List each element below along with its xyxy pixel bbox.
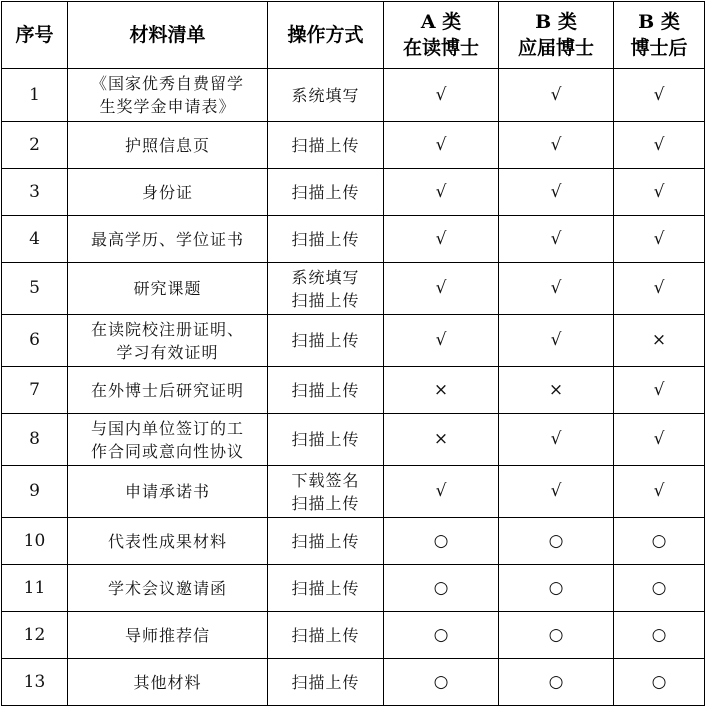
- table-row: [2, 565, 705, 612]
- table-row: [2, 216, 705, 263]
- mark-category-a: √: [384, 315, 499, 367]
- mark-category-b-graduate: ○: [499, 565, 614, 612]
- table-row: [2, 169, 705, 216]
- mark-category-b-graduate: √: [499, 263, 614, 315]
- mark-category-b-graduate: ○: [499, 612, 614, 659]
- mark-category-a: √: [384, 69, 499, 122]
- operation-method-line: 下载签名: [291, 470, 360, 490]
- material-name-line: 申请承诺书: [124, 482, 210, 501]
- material-name-line: 护照信息页: [124, 135, 210, 155]
- operation-method: [268, 367, 384, 414]
- table-row: [2, 466, 705, 518]
- operation-method: [268, 659, 384, 706]
- material-name-line: 身份证: [141, 182, 193, 202]
- row-number: 7: [2, 367, 68, 414]
- mark-category-b-graduate: √: [499, 169, 614, 216]
- operation-method: [268, 216, 384, 263]
- material-name: [68, 518, 268, 565]
- material-name-line: 学术会议邀请函: [107, 578, 227, 598]
- operation-method-line: 系统填写: [291, 85, 360, 105]
- row-number: 12: [2, 612, 68, 659]
- operation-method-line: 扫描上传: [291, 672, 360, 692]
- operation-method-line: 系统填写: [291, 267, 360, 287]
- mark-category-a: ×: [384, 414, 499, 466]
- operation-method: [268, 466, 384, 518]
- table-row: [2, 69, 705, 122]
- row-number: 1: [2, 69, 68, 122]
- operation-method: [268, 122, 384, 169]
- table-row: [2, 367, 705, 414]
- row-number: 10: [2, 518, 68, 565]
- mark-category-b-postdoc: √: [614, 169, 705, 216]
- operation-method: [268, 612, 384, 659]
- mark-category-b-postdoc: √: [614, 466, 705, 518]
- table-body: [2, 69, 705, 706]
- mark-category-b-graduate: ○: [499, 518, 614, 565]
- operation-method: [268, 263, 384, 315]
- mark-category-a: √: [384, 263, 499, 315]
- material-name-line: 代表性成果材料: [107, 531, 227, 551]
- table-row: [2, 414, 705, 466]
- row-number: 4: [2, 216, 68, 263]
- mark-category-b-graduate: √: [499, 216, 614, 263]
- row-number: 6: [2, 315, 68, 367]
- mark-category-b-graduate: ○: [499, 659, 614, 706]
- material-name: [68, 169, 268, 216]
- mark-category-b-postdoc: √: [614, 69, 705, 122]
- mark-category-a: √: [384, 122, 499, 169]
- materials-table: [1, 1, 705, 706]
- operation-method-line: 扫描上传: [291, 182, 360, 202]
- header-seq: 序号: [2, 2, 68, 69]
- table-row: [2, 263, 705, 315]
- mark-category-b-postdoc: √: [614, 122, 705, 169]
- header-row: [2, 2, 705, 69]
- operation-method-line: 扫描上传: [291, 229, 360, 249]
- table-row: [2, 612, 705, 659]
- operation-method: [268, 414, 384, 466]
- material-name-line: 研究课题: [133, 279, 202, 298]
- mark-category-b-postdoc: √: [614, 367, 705, 414]
- table-row: [2, 659, 705, 706]
- mark-category-b-graduate: √: [499, 315, 614, 367]
- mark-category-b-postdoc: ○: [614, 518, 705, 565]
- table-row: [2, 518, 705, 565]
- material-name: [68, 466, 268, 518]
- row-number: 13: [2, 659, 68, 706]
- material-name-line: 生奖学金申请表》: [99, 97, 236, 116]
- row-number: 5: [2, 263, 68, 315]
- operation-method: [268, 315, 384, 367]
- material-name: [68, 315, 268, 367]
- operation-method-line: 扫描上传: [291, 625, 360, 645]
- mark-category-a: ○: [384, 612, 499, 659]
- row-number: 2: [2, 122, 68, 169]
- operation-method: [268, 69, 384, 122]
- header-category-a: A 类 在读博士: [384, 2, 499, 69]
- material-name-line: 学习有效证明: [116, 342, 219, 362]
- operation-method: [268, 518, 384, 565]
- material-name: [68, 122, 268, 169]
- material-name-line: 在读院校注册证明、: [90, 319, 244, 339]
- material-name: [68, 263, 268, 315]
- material-name: [68, 612, 268, 659]
- mark-category-a: √: [384, 216, 499, 263]
- material-name: [68, 69, 268, 122]
- operation-method-line: 扫描上传: [291, 430, 360, 449]
- mark-category-b-graduate: √: [499, 414, 614, 466]
- material-name: [68, 565, 268, 612]
- mark-category-b-graduate: √: [499, 69, 614, 122]
- row-number: 11: [2, 565, 68, 612]
- operation-method-line: 扫描上传: [291, 380, 360, 400]
- material-name-line: 导师推荐信: [124, 625, 210, 645]
- mark-category-b-postdoc: ○: [614, 612, 705, 659]
- operation-method: [268, 169, 384, 216]
- material-name-line: 其他材料: [133, 672, 202, 692]
- mark-category-a: √: [384, 169, 499, 216]
- mark-category-b-postdoc: ×: [614, 315, 705, 367]
- operation-method-line: 扫描上传: [291, 331, 360, 350]
- operation-method: [268, 565, 384, 612]
- material-name-line: 《国家优秀自费留学: [90, 74, 244, 93]
- table-row: [2, 315, 705, 367]
- operation-method-line: 扫描上传: [291, 531, 360, 551]
- table-row: [2, 122, 705, 169]
- header-category-b-graduate: B 类 应届博士: [499, 2, 614, 69]
- material-name-line: 最高学历、学位证书: [90, 229, 244, 249]
- material-name-line: 在外博士后研究证明: [90, 380, 244, 400]
- operation-method-line: 扫描上传: [291, 493, 360, 513]
- material-name: [68, 367, 268, 414]
- mark-category-a: ○: [384, 518, 499, 565]
- mark-category-a: ×: [384, 367, 499, 414]
- mark-category-b-postdoc: √: [614, 414, 705, 466]
- material-name: [68, 414, 268, 466]
- mark-category-b-graduate: ×: [499, 367, 614, 414]
- operation-method-line: 扫描上传: [291, 290, 360, 310]
- row-number: 3: [2, 169, 68, 216]
- mark-category-b-postdoc: √: [614, 263, 705, 315]
- header-operation: 操作方式: [268, 2, 384, 69]
- mark-category-b-graduate: √: [499, 122, 614, 169]
- row-number: 9: [2, 466, 68, 518]
- material-name-line: 作合同或意向性协议: [90, 441, 244, 461]
- material-name: [68, 659, 268, 706]
- mark-category-b-postdoc: ○: [614, 565, 705, 612]
- operation-method-line: 扫描上传: [291, 578, 360, 598]
- material-name-line: 与国内单位签订的工: [90, 418, 244, 438]
- mark-category-a: √: [384, 466, 499, 518]
- header-category-b-postdoc: B 类 博士后: [614, 2, 705, 69]
- mark-category-b-postdoc: √: [614, 216, 705, 263]
- row-number: 8: [2, 414, 68, 466]
- mark-category-b-postdoc: ○: [614, 659, 705, 706]
- operation-method-line: 扫描上传: [291, 135, 360, 155]
- mark-category-a: ○: [384, 659, 499, 706]
- material-name: [68, 216, 268, 263]
- mark-category-b-graduate: √: [499, 466, 614, 518]
- header-material: 材料清单: [68, 2, 268, 69]
- mark-category-a: ○: [384, 565, 499, 612]
